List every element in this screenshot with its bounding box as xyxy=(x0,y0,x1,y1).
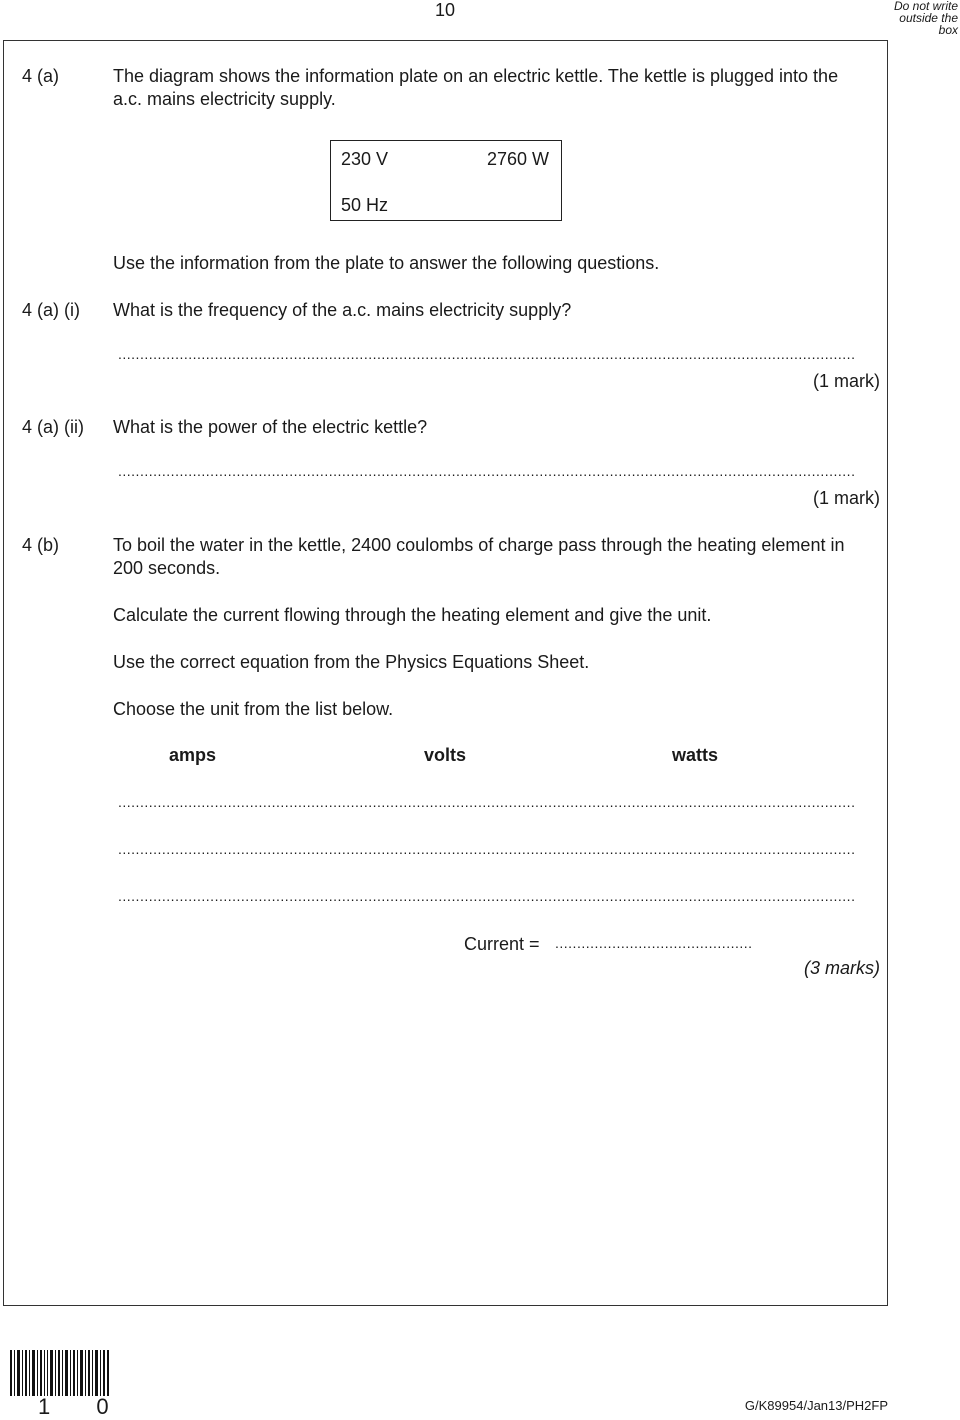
plate-voltage: 230 V xyxy=(341,149,389,169)
current-answer-line[interactable]: ............................................. xyxy=(555,935,753,951)
unit-option-amps: amps xyxy=(169,745,217,765)
question-4b-equation: Use the correct equation from the Physics Equations Sheet. xyxy=(113,652,590,672)
working-line-3[interactable]: ........................................................................................................................................................................ xyxy=(118,888,856,904)
mark-4b: (3 marks) xyxy=(804,958,880,978)
mark-4ai: (1 mark) xyxy=(813,371,880,391)
question-4ai-text: What is the frequency of the a.c. mains electricity supply? xyxy=(113,300,572,320)
unit-option-volts: volts xyxy=(424,745,467,765)
question-4b-label: 4 (b) xyxy=(22,535,60,555)
barcode-number: 1 0 xyxy=(38,1394,129,1419)
question-4aii-text: What is the power of the electric kettle? xyxy=(113,417,428,437)
question-4b-choose: Choose the unit from the list below. xyxy=(113,699,394,719)
unit-option-watts: watts xyxy=(672,745,719,765)
instruction-text: Use the information from the plate to answer the following questions. xyxy=(113,253,660,273)
working-line-1[interactable]: ........................................................................................................................................................................ xyxy=(118,794,856,810)
information-plate xyxy=(330,140,562,221)
current-label: Current = xyxy=(464,934,540,954)
answer-line-4aii[interactable]: ........................................................................................................................................................................ xyxy=(118,463,856,479)
working-line-2[interactable]: ........................................................................................................................................................................ xyxy=(118,841,856,857)
question-4b-calc: Calculate the current flowing through the heating element and give the unit. xyxy=(113,605,712,625)
question-4a-label: 4 (a) xyxy=(22,66,60,86)
mark-4aii: (1 mark) xyxy=(813,488,880,508)
question-4aii-label: 4 (a) (ii) xyxy=(22,417,84,437)
question-4a-text: The diagram shows the information plate on an electric kettle. The kettle is plugged into the a.c. mains electricity supply. xyxy=(113,66,839,109)
answer-line-4ai[interactable]: ........................................................................................................................................................................ xyxy=(118,346,856,362)
barcode-image xyxy=(10,1350,110,1396)
page-number: 10 xyxy=(434,0,456,20)
paper-reference: G/K89954/Jan13/PH2FP xyxy=(744,1398,888,1413)
margin-note: Do not write outside the box xyxy=(893,0,958,37)
plate-frequency: 50 Hz xyxy=(341,195,389,215)
plate-power: 2760 W xyxy=(487,149,550,169)
question-4b-text: To boil the water in the kettle, 2400 coulombs of charge pass through the heating element in 200 seconds. xyxy=(113,535,845,578)
question-4ai-label: 4 (a) (i) xyxy=(22,300,80,320)
